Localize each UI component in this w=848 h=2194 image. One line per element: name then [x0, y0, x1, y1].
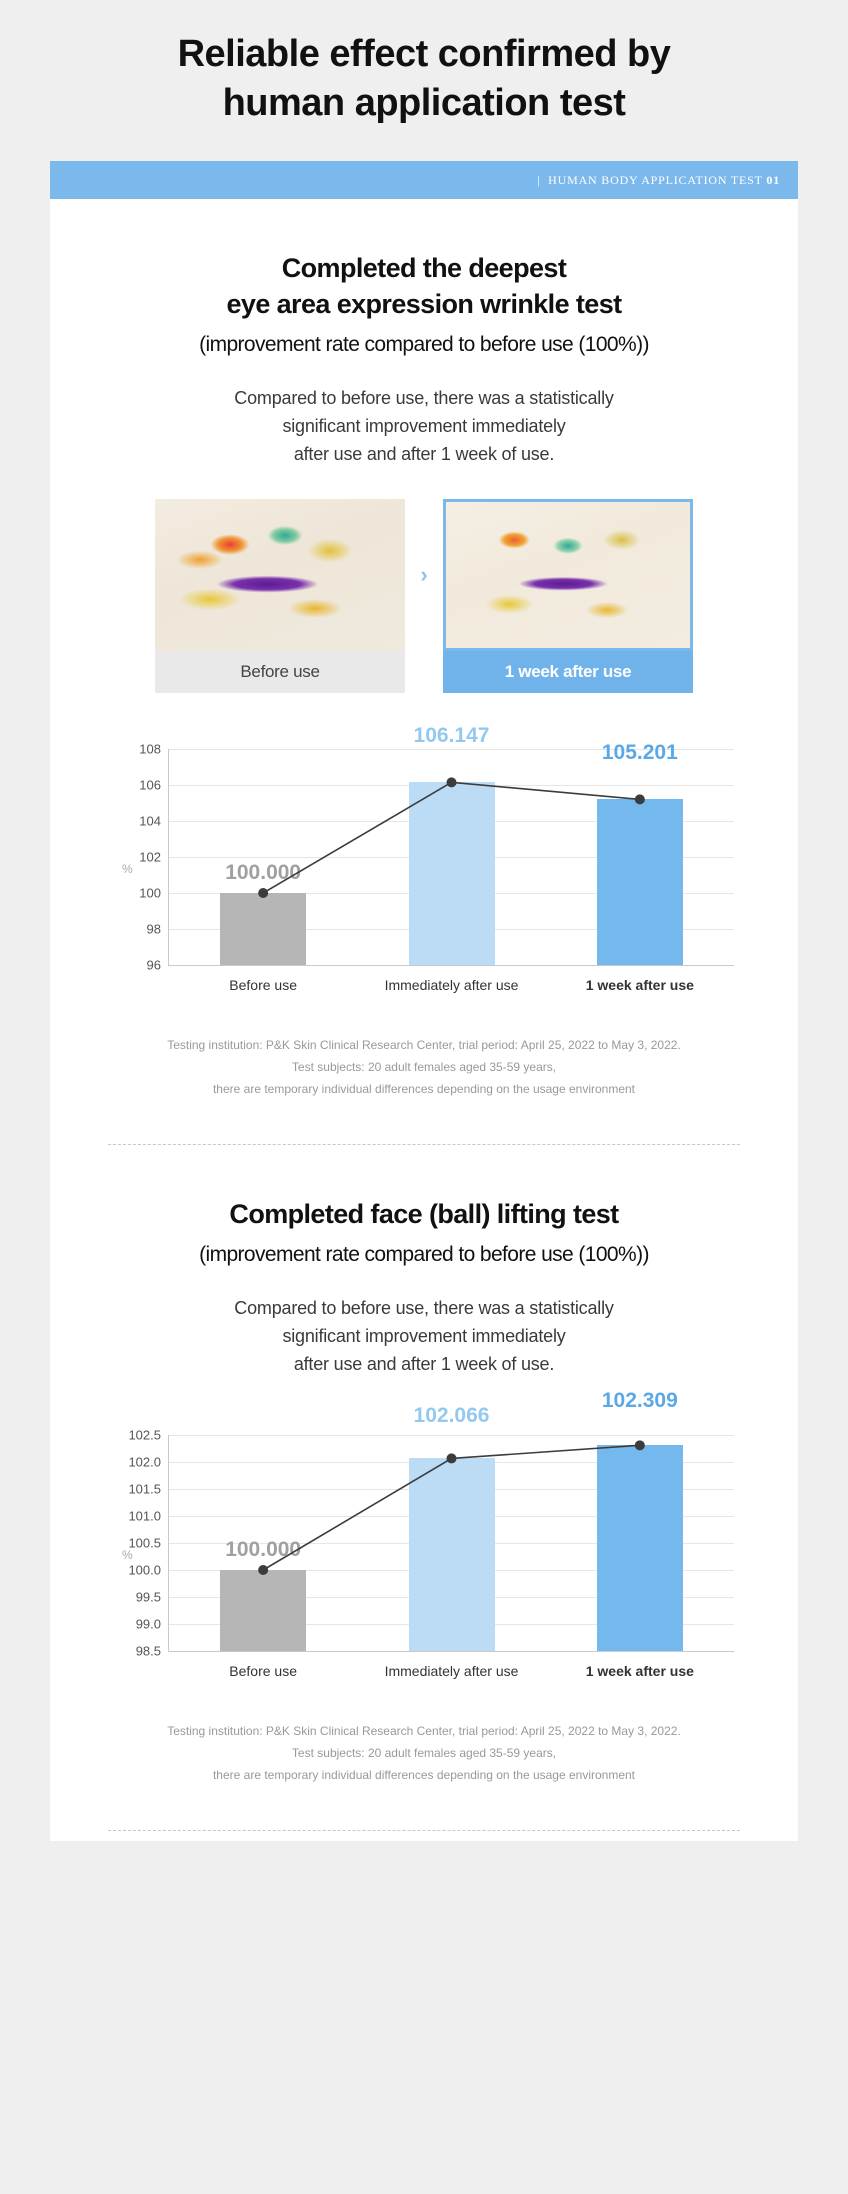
section-1-desc-line-1: Compared to before use, there was a statistically: [234, 387, 614, 408]
section-2-note-line-1: Testing institution: P&K Skin Clinical Research Center, trial period: April 25, 2022 to May 3, 2022.: [167, 1723, 681, 1738]
section-2-desc-line-1: Compared to before use, there was a statistically: [234, 1298, 614, 1319]
after-caption: 1 week after use: [443, 651, 693, 693]
section-2-note: [74, 1698, 774, 1787]
chart-value-label: 106.147: [413, 723, 490, 747]
thermal-map-after-icon: [446, 502, 690, 648]
before-caption: Before use: [155, 651, 405, 693]
badge-divider: |: [537, 172, 541, 187]
y-axis-tick-label: 101.0: [128, 1508, 161, 1524]
chart-1-block: [74, 693, 774, 1012]
page-title-line-2: human application test: [222, 81, 626, 124]
y-axis-tick-label: 98: [146, 921, 161, 937]
y-axis-tick-label: 106: [139, 777, 161, 793]
trend-line: [169, 1435, 734, 1651]
y-axis-tick-label: 100.5: [128, 1535, 161, 1551]
x-axis-tick-label: Immediately after use: [384, 1662, 519, 1679]
after-column: [443, 499, 693, 693]
y-axis-tick-label: 102.5: [128, 1427, 161, 1443]
section-2-desc-line-3: after use and after 1 week of use.: [293, 1353, 555, 1374]
y-axis-tick-label: 100.0: [128, 1562, 161, 1578]
section-1-note-line-2: Test subjects: 20 adult females aged 35-59 years,: [291, 1059, 557, 1074]
before-image: [155, 499, 405, 651]
badge-number: 01: [766, 172, 780, 187]
chart-face-lifting: [104, 1389, 744, 1698]
y-axis-tick-label: 98.5: [135, 1643, 161, 1659]
section-1-title-line-1: Completed the deepest: [281, 253, 567, 284]
before-column: [155, 499, 405, 693]
chart-2-y-unit: %: [122, 1548, 133, 1563]
section-2-title: Completed face (ball) lifting test: [229, 1199, 619, 1230]
y-axis-tick-label: 102: [139, 849, 161, 865]
y-axis-tick-label: 96: [146, 957, 161, 973]
test-badge-text: [537, 173, 780, 188]
chart-1-plot-area: [139, 723, 734, 993]
x-axis-tick-label: 1 week after use: [585, 976, 694, 993]
chart-value-label: 100.000: [225, 860, 302, 884]
trend-line: [169, 749, 734, 965]
chart-value-label: 105.201: [601, 740, 678, 764]
section-1-subtitle: (improvement rate compared to before use (100%)): [199, 332, 649, 356]
badge-label: HUMAN BODY APPLICATION TEST: [548, 172, 763, 187]
y-axis-tick-label: 102.0: [128, 1454, 161, 1470]
section-1-title-line-2: eye area expression wrinkle test: [226, 288, 622, 319]
chart-1-y-unit: %: [122, 862, 133, 877]
section-2-description: [74, 1269, 774, 1379]
page-title-line-1: Reliable effect confirmed by: [177, 33, 671, 75]
section-eye-wrinkle-test: [50, 199, 798, 1145]
y-axis-tick-label: 100: [139, 885, 161, 901]
after-image: [443, 499, 693, 651]
page-title: [0, 0, 848, 161]
y-axis-tick-label: 99.5: [135, 1589, 161, 1605]
x-axis-tick-label: Immediately after use: [384, 976, 519, 993]
chart-2-plot-area: [128, 1389, 734, 1679]
chevron-right-icon: ›: [420, 561, 428, 587]
chart-eye-wrinkle: [104, 723, 744, 1012]
x-axis-tick-label: 1 week after use: [585, 1662, 694, 1679]
section-1-desc-line-2: significant improvement immediately: [282, 415, 566, 436]
section-face-lifting-test: [50, 1145, 798, 1831]
section-1-desc-line-3: after use and after 1 week of use.: [293, 443, 555, 464]
chart-value-label: 102.309: [601, 1389, 678, 1413]
y-axis-tick-label: 108: [139, 741, 161, 757]
thermal-map-before-icon: [155, 499, 405, 651]
chart-value-label: 102.066: [413, 1404, 490, 1428]
y-axis-tick-label: 101.5: [128, 1481, 161, 1497]
chart-2-block: [74, 1379, 774, 1698]
y-axis-tick-label: 99.0: [135, 1616, 161, 1632]
y-axis-tick-label: 104: [139, 813, 161, 829]
section-1-title: [74, 199, 774, 322]
test-badge-bar: [50, 161, 798, 199]
section-1-note-line-1: Testing institution: P&K Skin Clinical Research Center, trial period: April 25, 2022 to May 3, 2022.: [167, 1037, 681, 1052]
section-2-note-line-3: there are temporary individual differences depending on the usage environment: [212, 1768, 636, 1783]
section-2-desc-line-2: significant improvement immediately: [282, 1325, 566, 1346]
section-1-description: [74, 359, 774, 469]
x-axis-tick-label: Before use: [229, 976, 298, 993]
section-1-note-line-3: there are temporary individual differences depending on the usage environment: [212, 1081, 636, 1096]
x-axis-tick-label: Before use: [229, 1662, 298, 1679]
before-after-comparison: [74, 469, 774, 693]
section-2-note-line-2: Test subjects: 20 adult females aged 35-59 years,: [291, 1745, 557, 1760]
section-2-subtitle: (improvement rate compared to before use (100%)): [199, 1242, 649, 1266]
section-1-note: [74, 1012, 774, 1101]
section-divider-2: [108, 1830, 740, 1831]
chart-value-label: 100.000: [225, 1537, 302, 1561]
content-card: [50, 161, 798, 1841]
